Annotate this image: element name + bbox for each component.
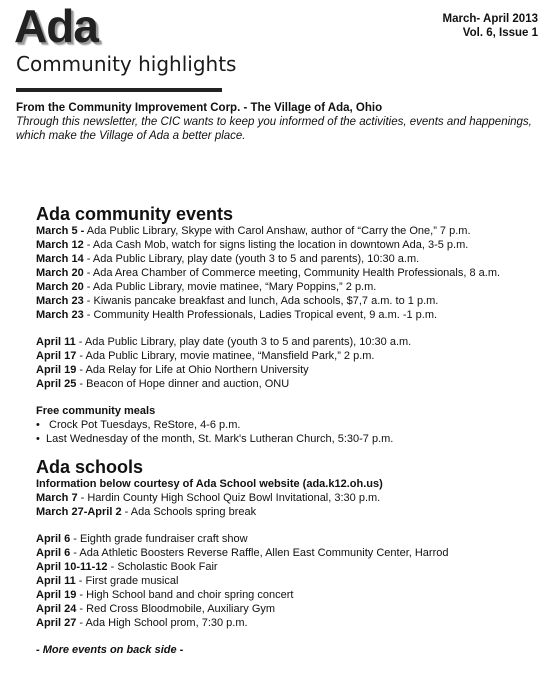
event-text: - Ada Schools spring break xyxy=(121,506,257,518)
event-text: - Red Cross Bloodmobile, Auxiliary Gym xyxy=(76,603,276,615)
event-line xyxy=(36,266,551,280)
event-text: - Ada Public Library, movie matinee, “Mary Poppins,” 2 p.m. xyxy=(83,281,377,293)
meals-title: Free community meals xyxy=(36,405,156,417)
schools-title: Ada schools xyxy=(36,457,144,477)
event-text: - Hardin County High School Quiz Bowl Invitational, 3:30 p.m. xyxy=(77,492,381,504)
event-text: Ada Public Library, Skype with Carol Anshaw, author of “Carry the One,” 7 p.m. xyxy=(84,225,471,237)
event-date: April 11 xyxy=(36,336,76,348)
event-line xyxy=(36,491,551,505)
event-text: - Ada Relay for Life at Ohio Northern University xyxy=(76,364,309,376)
event-date: April 19 xyxy=(36,364,77,376)
event-text: - Ada Public Library, play date (youth 3 to 5 and parents), 10:30 a.m. xyxy=(83,253,420,265)
event-text: - Ada Athletic Boosters Reverse Raffle, Allen East Community Center, Harrod xyxy=(70,547,449,559)
footer-note: - More events on back side - xyxy=(36,644,184,656)
event-date: March 20 xyxy=(36,267,84,279)
event-text: - Community Health Professionals, Ladies Tropical event, 9 a.m. -1 p.m. xyxy=(83,309,438,321)
intro-description: Through this newsletter, the CIC wants to keep you informed of the activities, events and happenings, which make the Village of Ada a better place. xyxy=(16,116,532,142)
content xyxy=(36,204,551,657)
event-line xyxy=(36,574,551,588)
community-april-list xyxy=(36,335,551,391)
event-line xyxy=(36,252,551,266)
event-date: April 24 xyxy=(36,603,77,615)
event-date: April 6 xyxy=(36,533,71,545)
event-date: April 6 xyxy=(36,547,71,559)
schools-courtesy: Information below courtesy of Ada School website (ada.k12.oh.us) xyxy=(36,478,383,490)
event-date: April 17 xyxy=(36,350,77,362)
event-text: - High School band and choir spring concert xyxy=(76,589,294,601)
event-line xyxy=(36,602,551,616)
schools-april-list xyxy=(36,532,551,630)
event-date: March 12 xyxy=(36,239,84,251)
event-date: March 23 xyxy=(36,295,84,307)
community-march-list xyxy=(36,224,551,322)
masthead-logo: Ada xyxy=(14,0,98,52)
event-date: April 19 xyxy=(36,589,77,601)
event-date: March 23 xyxy=(36,309,84,321)
meal-item: • Crock Pot Tuesdays, ReStore, 4-6 p.m. xyxy=(36,418,551,432)
event-date: April 27 xyxy=(36,617,77,629)
event-line xyxy=(36,238,551,252)
event-line xyxy=(36,335,551,349)
event-date: April 10-11-12 xyxy=(36,561,108,573)
event-text: - Kiwanis pancake breakfast and lunch, Ada schools, $7,7 a.m. to 1 p.m. xyxy=(83,295,439,307)
event-text: - Ada Public Library, movie matinee, “Mansfield Park,” 2 p.m. xyxy=(76,350,375,362)
event-line xyxy=(36,616,551,630)
event-line xyxy=(36,363,551,377)
event-line xyxy=(36,505,551,519)
event-line xyxy=(36,294,551,308)
event-date: April 25 xyxy=(36,378,77,390)
masthead-rule xyxy=(16,88,222,92)
event-text: - Ada Area Chamber of Commerce meeting, Community Health Professionals, 8 a.m. xyxy=(83,267,501,279)
event-text: - Beacon of Hope dinner and auction, ONU xyxy=(76,378,290,390)
event-date: April 11 xyxy=(36,575,76,587)
event-line xyxy=(36,349,551,363)
event-line xyxy=(36,224,551,238)
community-events-title: Ada community events xyxy=(36,204,234,224)
event-text: - Ada Public Library, play date (youth 3 to 5 and parents), 10:30 a.m. xyxy=(75,336,412,348)
event-line xyxy=(36,377,551,391)
event-line xyxy=(36,532,551,546)
masthead-subtitle: Community highlights xyxy=(16,52,237,76)
event-date: March 7 xyxy=(36,492,78,504)
event-text: - Eighth grade fundraiser craft show xyxy=(70,533,248,545)
event-date: March 20 xyxy=(36,281,84,293)
event-text: - Ada High School prom, 7:30 p.m. xyxy=(76,617,248,629)
event-text: - First grade musical xyxy=(75,575,179,587)
meal-item: • Last Wednesday of the month, St. Mark's Lutheran Church, 5:30-7 p.m. xyxy=(36,432,551,446)
event-line xyxy=(36,280,551,294)
issue-volume: Vol. 6, Issue 1 xyxy=(462,27,538,39)
event-line xyxy=(36,546,551,560)
event-line xyxy=(36,308,551,322)
schools-march-list xyxy=(36,491,551,519)
intro-from: From the Community Improvement Corp. - The Village of Ada, Ohio xyxy=(16,102,383,114)
event-text: - Ada Cash Mob, watch for signs listing the location in downtown Ada, 3-5 p.m. xyxy=(83,239,469,251)
event-date: March 14 xyxy=(36,253,84,265)
event-text: - Scholastic Book Fair xyxy=(107,561,218,573)
event-line xyxy=(36,560,551,574)
event-date: March 5 - xyxy=(36,225,85,237)
intro xyxy=(16,101,536,143)
issue-info xyxy=(443,12,538,40)
event-line xyxy=(36,588,551,602)
issue-date: March- April 2013 xyxy=(442,13,538,25)
event-date: March 27-April 2 xyxy=(36,506,122,518)
